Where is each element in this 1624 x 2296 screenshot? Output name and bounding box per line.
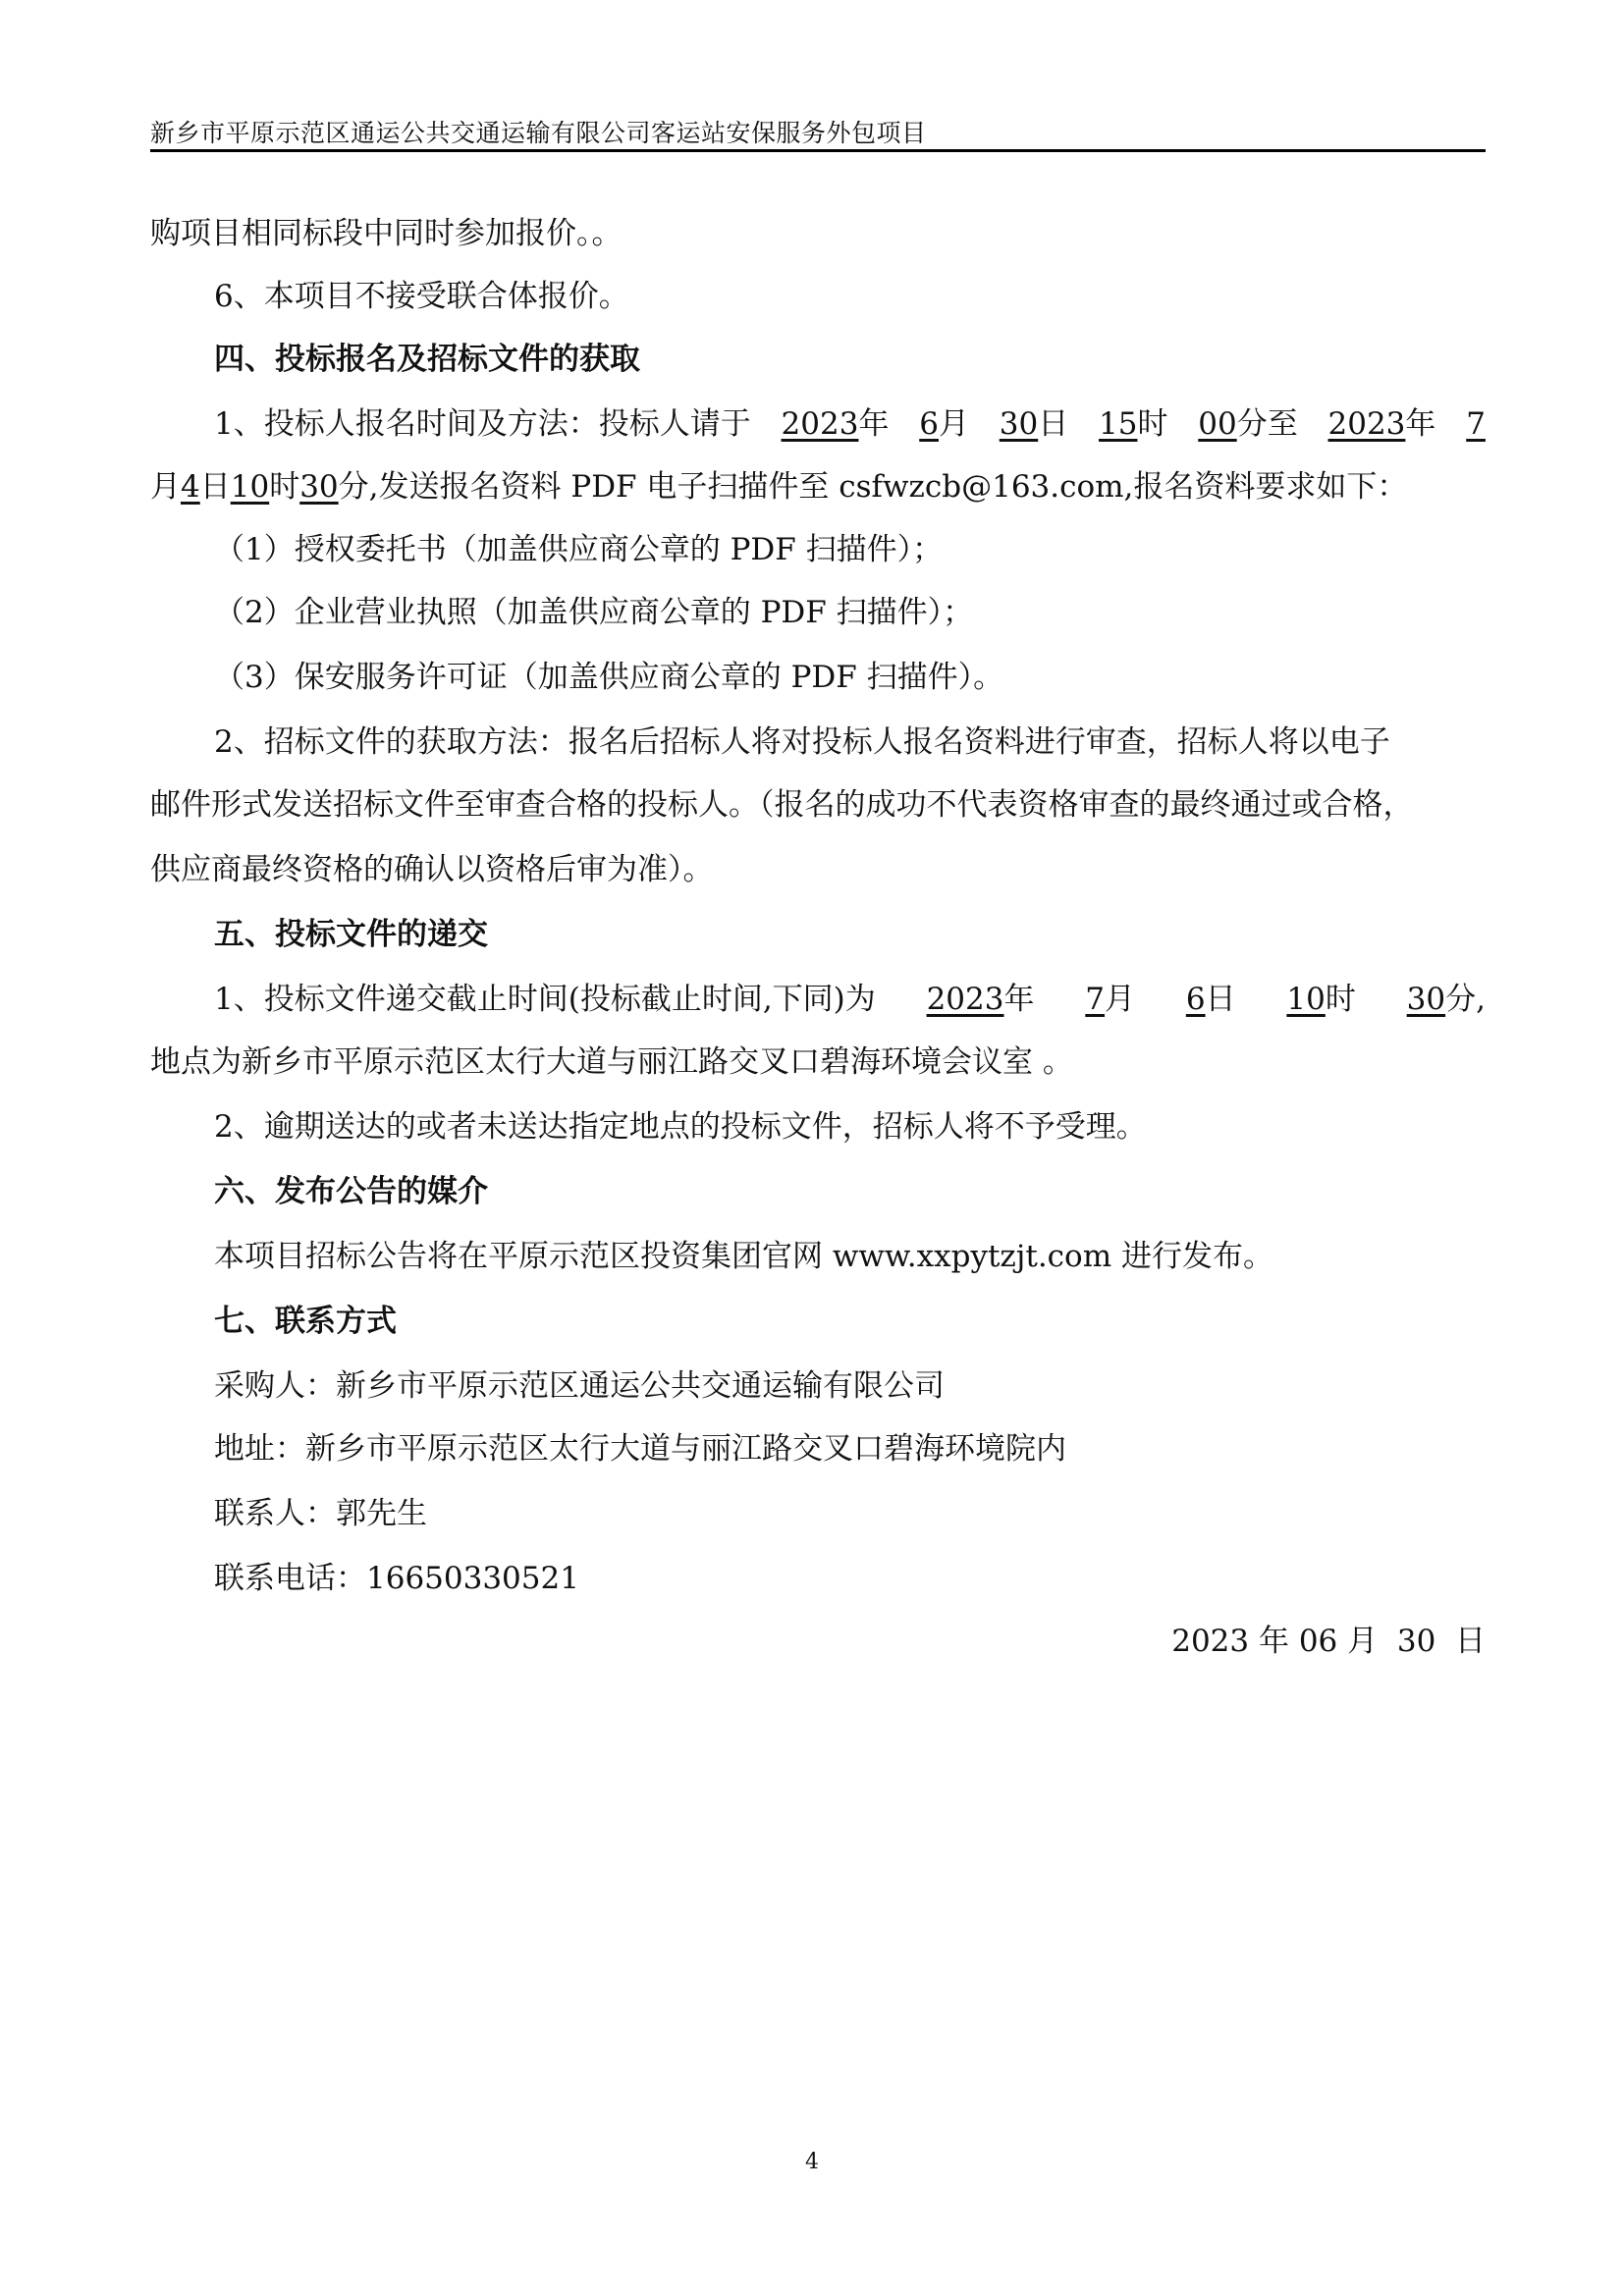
reg-end-minute: 30 [299,469,339,505]
deadline-year: 2023 [926,982,1004,1017]
section-7-title: 七、联系方式 [214,1304,397,1339]
tender-docs-line-3: 供应商最终资格的确认以资格后审为准）。 [150,852,714,887]
section-6-title: 六、发布公告的媒介 [214,1174,488,1209]
media-statement: 本项目招标公告将在平原示范区投资集团官网 www.xxpytzjt.com 进行发布。 [214,1239,1273,1274]
reg-start-day: 30 [999,406,1039,442]
registration-intro: 1、投标人报名时间及方法：投标人请于 [214,406,751,442]
registration-line-1: 1、投标人报名时间及方法：投标人请于 2023年 6月 30日 15时 00分至 2023年 7 [214,406,1486,442]
contact-phone: 联系电话：16650330521 [214,1561,579,1596]
paragraph-continuation: 购项目相同标段中同时参加报价。。 [150,216,623,251]
issue-date: 2023 年 06 月 30 日 [1171,1624,1486,1659]
late-submission-note: 2、逾期送达的或者未送达指定地点的投标文件，招标人将不予受理。 [214,1109,1147,1145]
buyer-address: 地址：新乡市平原示范区太行大道与丽江路交叉口碧海环境院内 [214,1431,1066,1467]
reg-start-month: 6 [919,406,939,442]
reg-start-hour: 15 [1099,406,1138,442]
reg-start-year: 2023 [781,406,859,442]
deadline-minute: 30 [1406,982,1446,1017]
running-header: 新乡市平原示范区通运公共交通运输有限公司客运站安保服务外包项目 [150,119,927,147]
reg-end-hour: 10 [230,469,270,505]
tender-docs-line-1: 2、招标文件的获取方法：报名后招标人将对投标人报名资料进行审查，招标人将以电子 [214,724,1390,760]
requirement-2: （2）企业营业执照（加盖供应商公章的 PDF 扫描件）； [214,595,974,630]
reg-end-year: 2023 [1327,406,1406,442]
submission-intro: 1、投标文件递交截止时间(投标截止时间,下同)为 [214,982,876,1017]
section-5-title: 五、投标文件的递交 [214,917,488,952]
reg-start-minute: 00 [1198,406,1237,442]
tender-docs-line-2: 邮件形式发送招标文件至审查合格的投标人。（报名的成功不代表资格审查的最终通过或合格， [150,787,1414,823]
registration-method: 分,发送报名资料 PDF 电子扫描件至 csfwzcb@163.com,报名资料要求如下： [338,469,1408,505]
requirement-1: （1）授权委托书（加盖供应商公章的 PDF 扫描件）； [214,532,944,567]
item-6: 6、本项目不接受联合体报价。 [214,279,629,314]
registration-line-2: 月4日10时30分,发送报名资料 PDF 电子扫描件至 csfwzcb@163.com,报名资料要求如下： [150,469,1408,505]
submission-deadline-line: 1、投标文件递交截止时间(投标截止时间,下同)为 2023年 7月 6日 10时 30分, [214,982,1486,1017]
deadline-day: 6 [1185,982,1206,1017]
submission-location: 地点为新乡市平原示范区太行大道与丽江路交叉口碧海环境会议室 。 [150,1044,1073,1080]
header-rule [150,149,1486,152]
reg-end-month: 7 [1466,406,1486,442]
page-number: 4 [805,2150,819,2174]
deadline-hour: 10 [1286,982,1326,1017]
buyer-name: 采购人：新乡市平原示范区通运公共交通运输有限公司 [214,1368,945,1404]
contact-person: 联系人：郭先生 [214,1496,427,1531]
section-4-title: 四、投标报名及招标文件的获取 [214,342,640,377]
reg-end-day: 4 [181,469,200,505]
requirement-3: （3）保安服务许可证（加盖供应商公章的 PDF 扫描件）。 [214,660,1004,695]
deadline-month: 7 [1085,982,1106,1017]
